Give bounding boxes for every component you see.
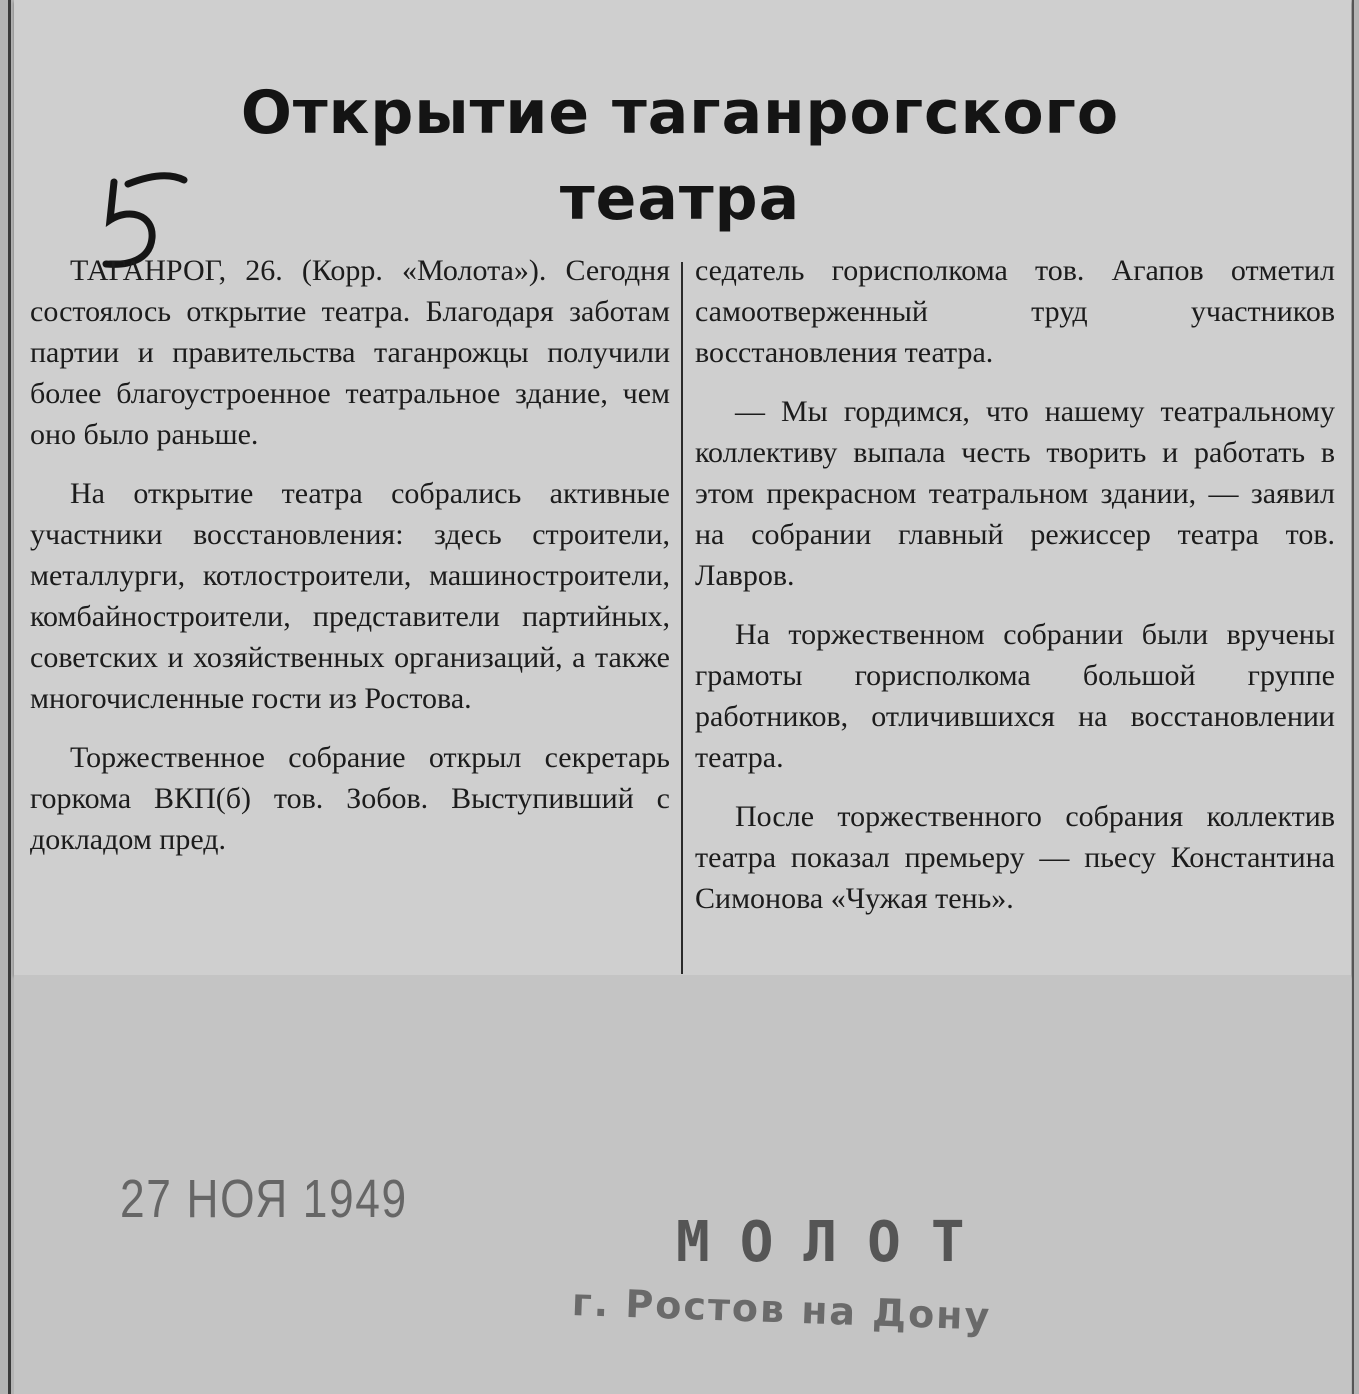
article-paragraph: Торжественное собрание открыл секретарь горкома ВКП(б) тов. Зобов. Выступивший с докладом пред.	[30, 741, 670, 856]
article-paragraph: — Мы гордимся, что нашему театральному коллективу выпала честь творить и работать в этом прекрасном театральном здании, — заявил на собрании главный режиссер театра тов. Лавров.	[695, 395, 1335, 592]
headline-line-2: театра	[559, 164, 801, 234]
page-edge	[8, 0, 11, 1394]
date-stamp: 27 НОЯ 1949	[120, 1169, 408, 1229]
article-paragraph: ТАГАНРОГ, 26. (Корр. «Молота»). Сегодня состоялось открытие театра. Благодаря заботам партии и правительства таганрожцы получили более благоустроенное театральное здание, чем оно было раньше.	[30, 254, 670, 451]
article-column-left	[30, 250, 670, 878]
city-stamp: г. Ростов на Дону	[571, 1280, 993, 1339]
article-paragraph: На открытие театра собрались активные участники восстановления: здесь строители, металлурги, котлостроители, машиностроители, комбайностроители, представители партийных, советских и хозяйственных организаций, а также многочисленные гости из Ростова.	[30, 477, 670, 715]
article-paragraph: На торжественном собрании были вручены грамоты горисполкома большой группе работников, отличившихся на восстановлении театра.	[695, 618, 1335, 774]
article-paragraph: После торжественного собрания коллектив театра показал премьеру — пьесу Константина Симонова «Чужая тень».	[695, 800, 1335, 915]
headline-line-1: Открытие таганрогского	[240, 78, 1120, 148]
page-edge	[1352, 0, 1354, 1394]
article-paragraph: седатель горисполкома тов. Агапов отметил самоотверженный труд участников восстановления театра.	[695, 254, 1335, 369]
article-column-right	[695, 250, 1335, 937]
article-headline	[180, 70, 1180, 242]
newspaper-name-stamp: МОЛОТ	[676, 1210, 995, 1275]
column-divider	[681, 262, 683, 974]
